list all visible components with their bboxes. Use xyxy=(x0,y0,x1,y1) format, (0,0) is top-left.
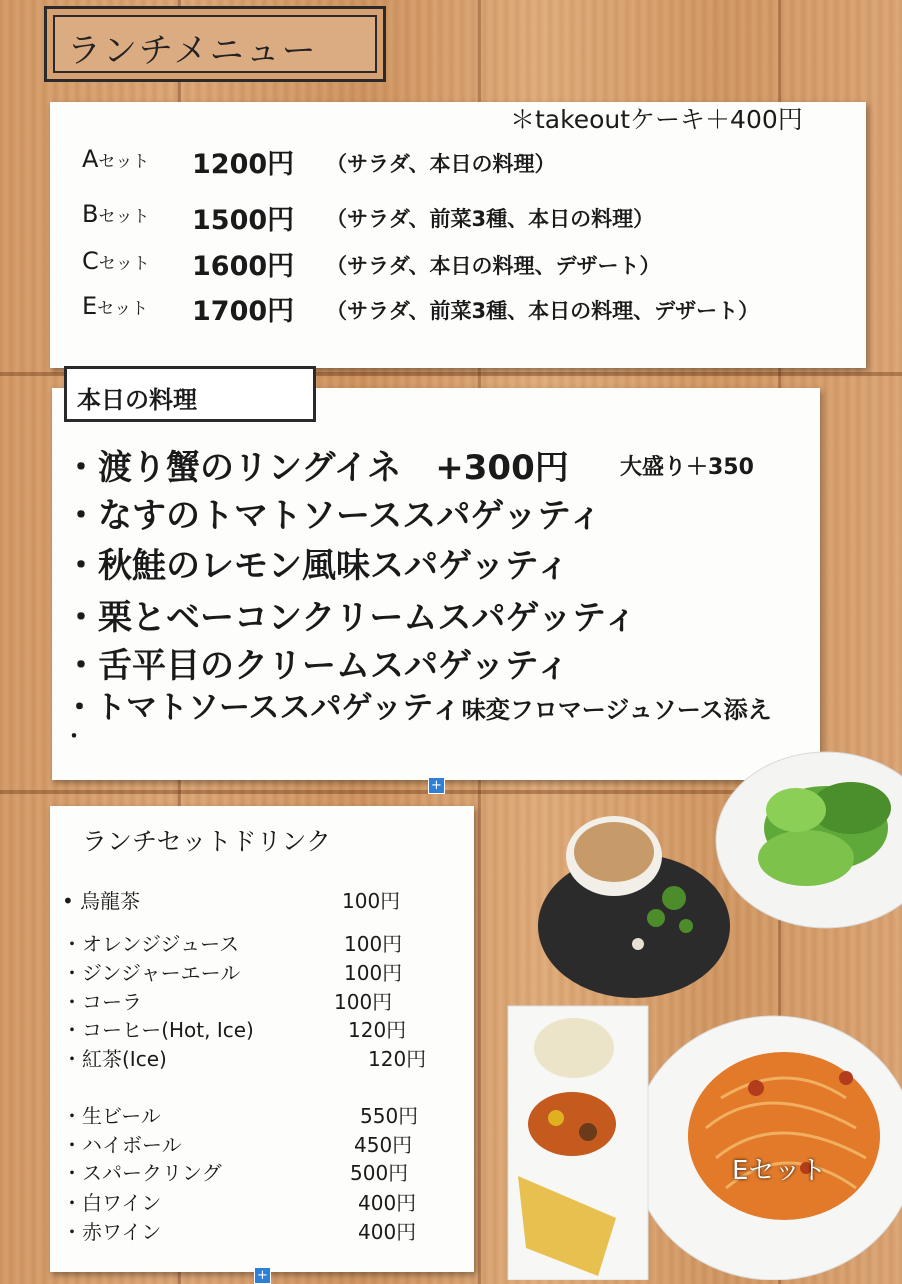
set-menu-card xyxy=(50,102,866,368)
set-price: 1600円 xyxy=(192,251,295,282)
takeout-note: ＊takeoutケーキ＋400円 xyxy=(510,105,803,134)
page-title: ランチメニュー xyxy=(67,31,318,71)
plus-icon[interactable]: + xyxy=(428,777,445,794)
drink-price: 120円 xyxy=(348,1018,407,1042)
dish-name: なすのトマトソーススパゲッティ xyxy=(98,496,603,536)
drink-title: ランチセットドリンク xyxy=(82,827,332,856)
dish-note: 味変フロマージュソース添え xyxy=(461,696,772,724)
set-letter: E xyxy=(82,292,98,320)
dish-name: 渡り蟹のリングイネ xyxy=(98,448,402,488)
set-letter: A xyxy=(82,145,99,173)
set-letter: B xyxy=(82,200,99,228)
drink-price: 400円 xyxy=(358,1191,417,1215)
today-section-label xyxy=(64,366,316,422)
dish-item: ・秋鮭のレモン風味スパゲッティ xyxy=(64,546,570,586)
title-frame xyxy=(44,6,386,82)
drink-name: ・コーラ xyxy=(62,990,142,1014)
drink-price: 120円 xyxy=(368,1047,427,1071)
drink-price: 100円 xyxy=(344,961,403,985)
set-desc: （サラダ、本日の料理、デザート） xyxy=(326,254,661,278)
dish-item: ・渡り蟹のリングイネ +300円 xyxy=(64,448,569,488)
drink-price: 400円 xyxy=(358,1220,417,1244)
set-suffix: セット xyxy=(98,254,150,274)
drink-price: 100円 xyxy=(344,932,403,956)
today-label-text: 本日の料理 xyxy=(77,386,197,414)
dish-surcharge: +300円 xyxy=(401,448,569,488)
set-desc: （サラダ、本日の料理） xyxy=(326,152,556,176)
drink-name: ・ジンジャーエール xyxy=(62,961,241,985)
drink-price: 500円 xyxy=(350,1161,409,1185)
dish-item: ・トマトソーススパゲッティ味変フロマージュソース添え xyxy=(64,690,772,726)
drink-name: ・赤ワイン xyxy=(62,1220,162,1244)
e-set-food-photo xyxy=(506,748,902,1280)
set-suffix: セット xyxy=(98,152,150,172)
drink-name: ・生ビール xyxy=(62,1104,161,1128)
drink-price: 100円 xyxy=(334,990,393,1014)
drink-name: ・オレンジジュース xyxy=(62,932,240,956)
dish-item-empty: ・ xyxy=(64,724,84,748)
set-price: 1700円 xyxy=(192,296,295,327)
drink-name: ・紅茶(Ice) xyxy=(62,1047,167,1071)
drink-price: 550円 xyxy=(360,1104,419,1128)
dish-name: 秋鮭のレモン風味スパゲッティ xyxy=(98,546,570,586)
drink-price: 100円 xyxy=(342,889,401,913)
drink-name: ・ハイボール xyxy=(62,1133,182,1157)
drink-name: • 烏龍茶 xyxy=(62,889,141,913)
large-portion-note: 大盛り＋350 xyxy=(620,455,754,480)
dish-item: ・舌平目のクリームスパゲッティ xyxy=(64,646,570,686)
set-suffix: セット xyxy=(97,299,149,319)
drink-name: ・白ワイン xyxy=(62,1191,162,1215)
set-suffix: セット xyxy=(98,207,150,227)
plus-icon[interactable]: + xyxy=(254,1267,271,1284)
drink-name: ・スパークリング xyxy=(62,1161,222,1185)
photo-label: Eセット xyxy=(732,1156,827,1186)
set-desc: （サラダ、前菜3種、本日の料理、デザート） xyxy=(326,299,760,323)
dish-item: ・なすのトマトソーススパゲッティ xyxy=(64,496,603,536)
dish-name: 舌平目のクリームスパゲッティ xyxy=(98,646,570,686)
set-desc: （サラダ、前菜3種、本日の料理） xyxy=(326,207,655,231)
dish-name: トマトソーススパゲッティ xyxy=(95,690,462,726)
set-letter: C xyxy=(82,247,99,275)
dish-item: ・栗とベーコンクリームスパゲッティ xyxy=(64,598,638,638)
set-price: 1200円 xyxy=(192,149,295,180)
drink-price: 450円 xyxy=(354,1133,413,1157)
drink-name: ・コーヒー(Hot, Ice) xyxy=(62,1018,254,1042)
set-price: 1500円 xyxy=(192,205,295,236)
dish-name: 栗とベーコンクリームスパゲッティ xyxy=(98,598,638,638)
